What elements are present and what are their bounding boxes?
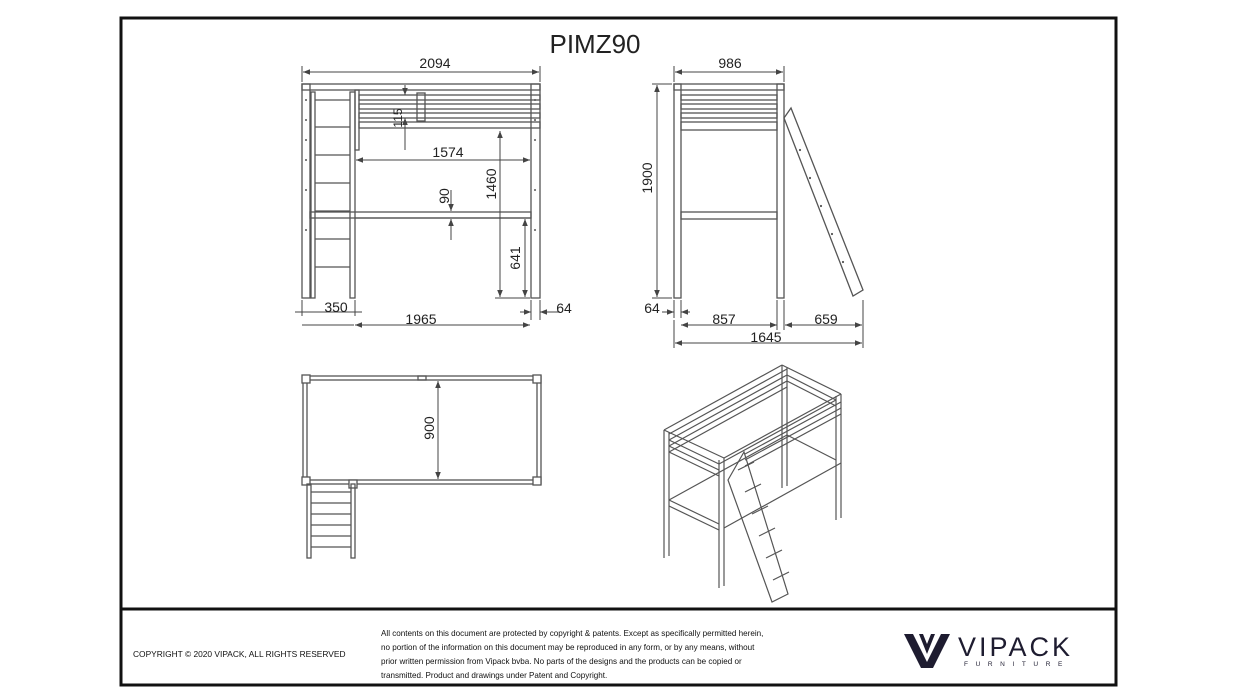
dim-659: 659 <box>814 311 838 327</box>
dim-900: 900 <box>421 416 437 440</box>
vipack-v-icon <box>903 630 951 670</box>
isometric-view <box>664 365 841 602</box>
brand-name: VIPACK <box>958 632 1074 662</box>
side-view <box>674 84 863 298</box>
dim-350: 350 <box>324 299 348 315</box>
front-view-dimensions <box>295 66 560 325</box>
side-view-dimensions <box>652 66 863 348</box>
dim-1645: 1645 <box>750 329 782 345</box>
legal-line: All contents on this document are protected by copyright & patents. Except as specifically permitted herein, <box>381 629 764 638</box>
footer-copyright: COPYRIGHT © 2020 VIPACK, ALL RIGHTS RESERVED <box>133 649 346 659</box>
footer-legal-notice <box>381 627 831 683</box>
sheet-border <box>121 18 1116 685</box>
legal-line: no portion of the information on this document may be reproduced in any form, or by any means, without <box>381 643 755 652</box>
dim-64-side: 64 <box>644 300 660 316</box>
dim-641: 641 <box>507 246 523 270</box>
dim-986: 986 <box>718 55 742 71</box>
front-view-labels <box>324 55 572 327</box>
drawing-title: PIMZ90 <box>549 29 641 59</box>
dim-1900: 1900 <box>639 162 655 194</box>
dim-64-front: 64 <box>556 300 572 316</box>
dim-857: 857 <box>712 311 736 327</box>
front-view <box>302 84 540 298</box>
dim-1574: 1574 <box>432 144 464 160</box>
dim-1460: 1460 <box>483 168 499 200</box>
dim-115: 115 <box>391 108 405 128</box>
dim-90: 90 <box>436 188 452 204</box>
brand-subtitle: FURNITURE <box>964 661 1070 668</box>
legal-line: transmitted. Product and drawings under Patent and Copyright. <box>381 671 608 680</box>
dim-2094: 2094 <box>419 55 451 71</box>
legal-line: prior written permission from Vipack bvba. No parts of the designs and the products can be copied or <box>381 657 742 666</box>
vipack-logo <box>903 628 1088 676</box>
side-view-labels <box>639 55 838 345</box>
dim-1965: 1965 <box>405 311 437 327</box>
top-view <box>302 375 541 558</box>
